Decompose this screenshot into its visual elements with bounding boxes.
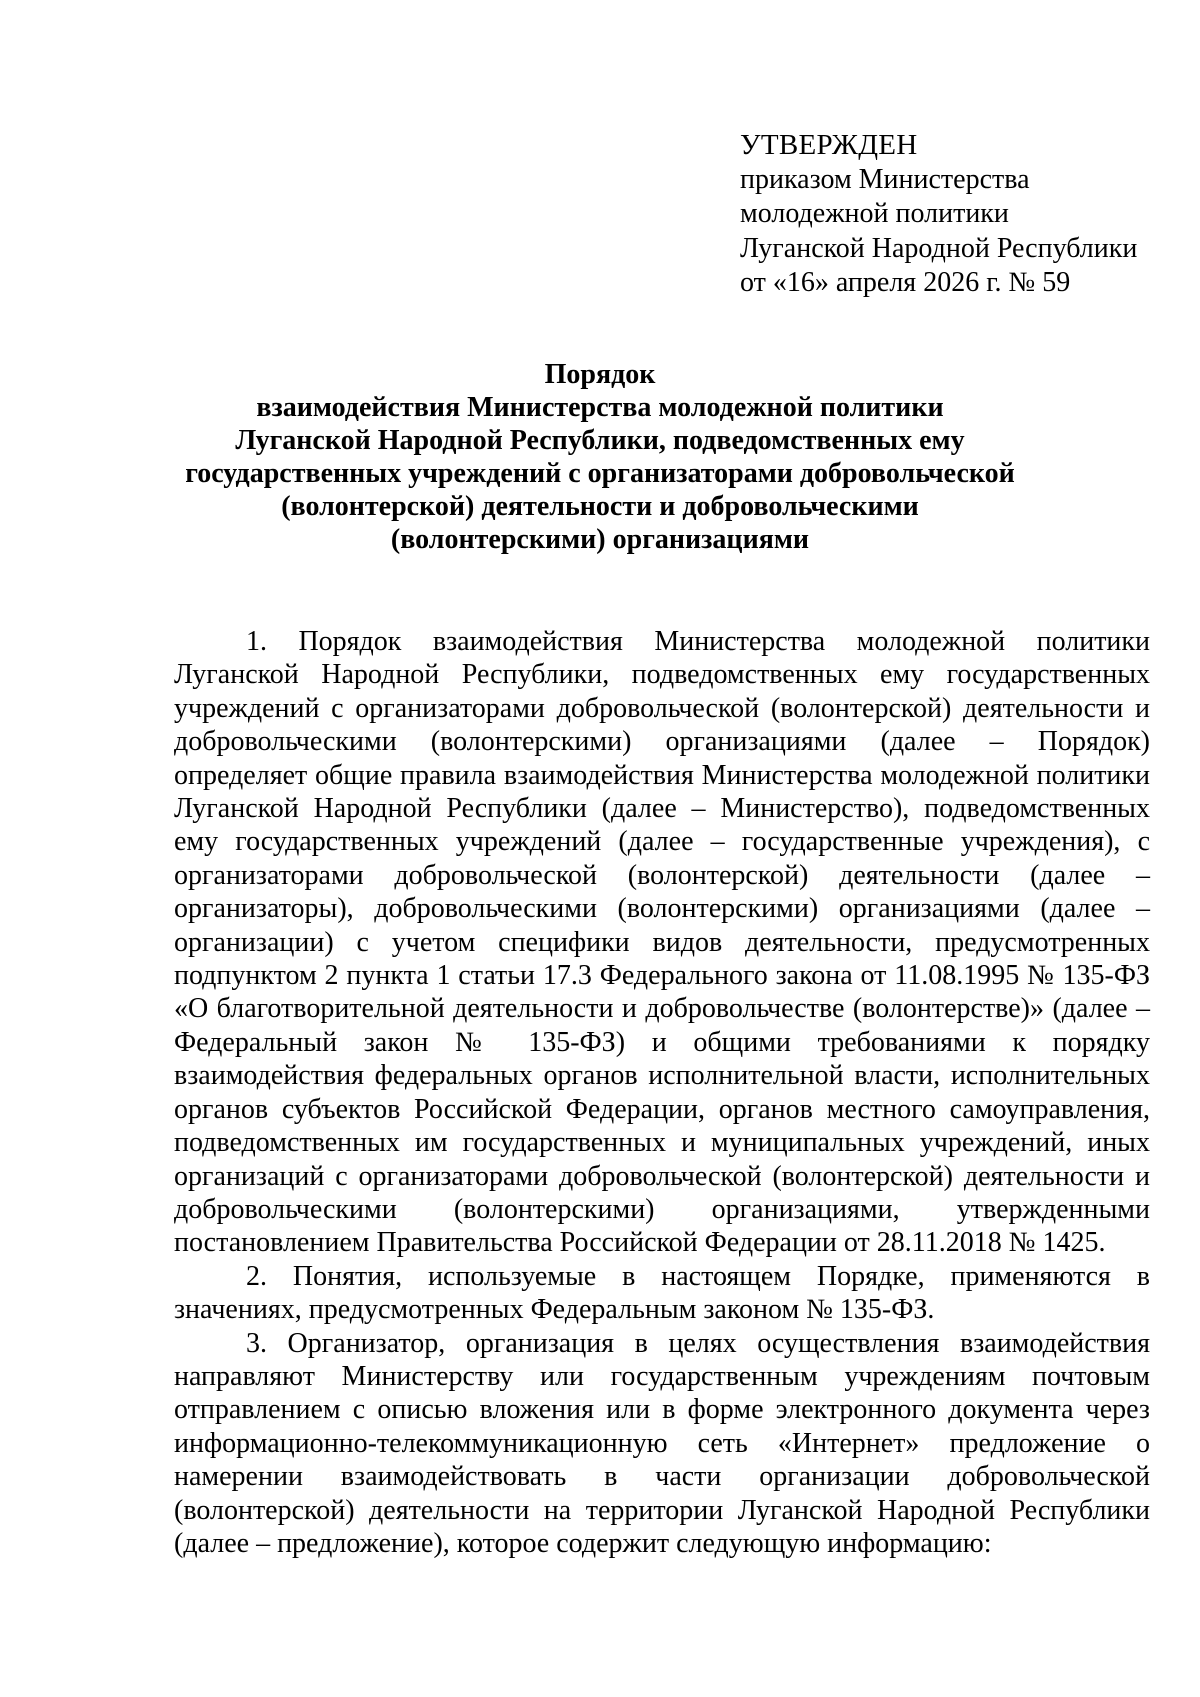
approval-line: Луганской Народной Республики [740, 232, 1138, 264]
title-line: Луганской Народной Республики, подведомственных ему [235, 425, 965, 456]
document-body [174, 625, 1150, 1560]
title-line: (волонтерскими) организациями [390, 524, 810, 555]
paragraph-3: 3. Организатор, организация в целях осуществления взаимодействия направляют Министерству или государственным учреждениям почтовым отправлением с описью вложения или в форме электронного документа через информационно-телекоммуникационную сеть «Интернет» предложение о намерении взаимодействовать в части организации добровольческой (волонтерской) деятельности на территории Луганской Народной Республики (далее – предложение), которое содержит следующую информацию: [174, 1327, 1150, 1559]
title-line: государственных учреждений с организаторами добровольческой [185, 458, 1015, 489]
approval-stamp [740, 128, 1137, 301]
approval-line: молодежной политики [740, 198, 1009, 229]
approval-heading: УТВЕРЖДЕН [740, 129, 918, 161]
title-line: Порядок [544, 359, 656, 390]
title-line: взаимодействия Министерства молодежной политики [256, 392, 944, 423]
title-line: (волонтерской) деятельности и добровольческими [281, 491, 919, 522]
approval-line: приказом Министерства [740, 163, 1030, 195]
paragraph-2: 2. Понятия, используемые в настоящем Порядке, применяются в значениях, предусмотренных Федеральным законом № 135-ФЗ. [174, 1260, 1150, 1326]
paragraph-1: 1. Порядок взаимодействия Министерства молодежной политики Луганской Народной Республики, подведомственных ему государственных учреждений с организаторами добровольческой (волонтерской) деятельности и добровольческими (волонтерскими) организациями (далее – Порядок) определяет общие правила взаимодействия Министерства молодежной политики Луганской Народной Республики (далее – Министерство), подведомственных ему государственных учреждений (далее – государственные учреждения), с организаторами добровольческой (волонтерской) деятельности (далее – организаторы), добровольческими (волонтерскими) организациями (далее – организации) с учетом специфики видов деятельности, предусмотренных подпунктом 2 пункта 1 статьи 17.3 Федерального закона от 11.08.1995 № 135-ФЗ «О благотворительной деятельности и добровольчестве (волонтерстве)» (далее – Федеральный закон № 135-ФЗ) и общими требованиями к порядку взаимодействия федеральных органов исполнительной власти, исполнительных органов субъектов Российской Федерации, органов местного самоуправления, подведомственных им государственных и муниципальных учреждений, иных организаций с организаторами добровольческой (волонтерской) деятельности и добровольческими (волонтерскими) организациями, утвержденными постановлением Правительства Российской Федерации от 28.11.2018 № 1425. [174, 626, 1150, 1259]
approval-date-line: от «16» апреля 2026 г. № 59 [740, 267, 1071, 298]
document-title [160, 358, 1040, 556]
